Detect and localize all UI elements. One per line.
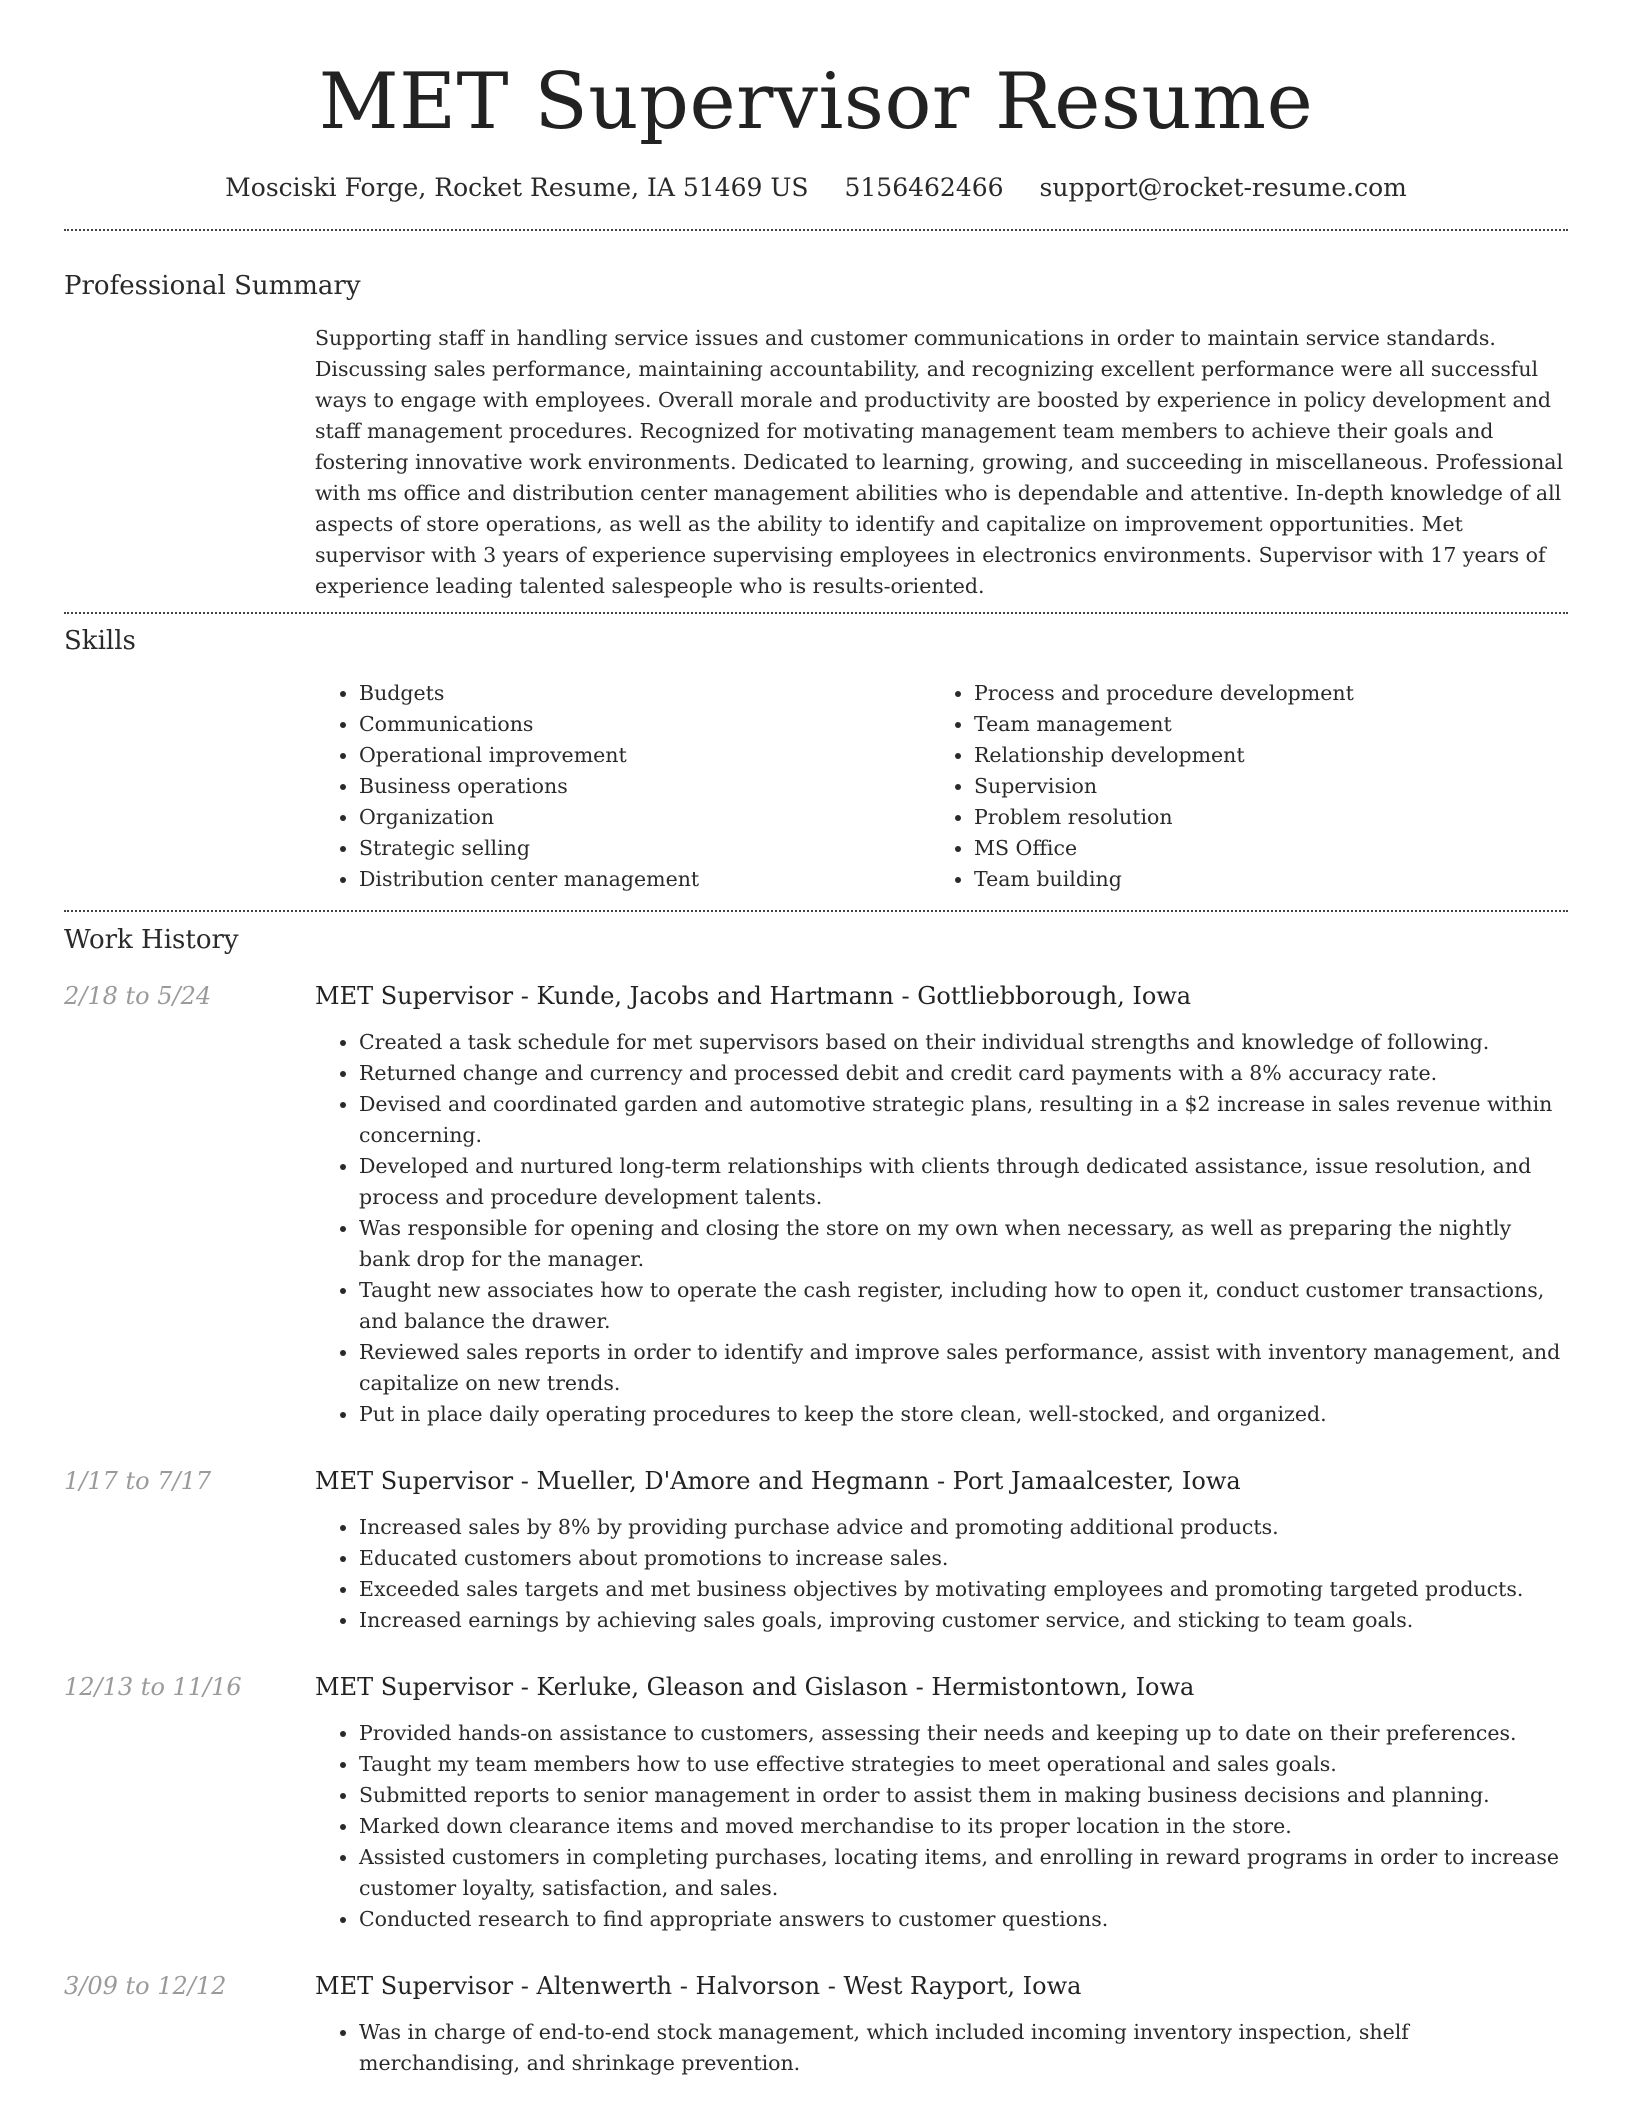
work-history-list [64, 979, 1568, 2079]
contact-address: Mosciski Forge, Rocket Resume, IA 51469 US [225, 173, 809, 202]
job-bullet: • Increased sales by 8% by providing purchase advice and promoting additional products. [359, 1512, 1568, 1543]
job-title: MET Supervisor - Kunde, Jacobs and Hartmann - Gottliebborough, Iowa [315, 982, 1192, 1010]
skill-item: • Problem resolution [974, 802, 1545, 833]
job-bullet: • Devised and coordinated garden and automotive strategic plans, resulting in a $2 increase in sales revenue within concerning. [359, 1089, 1568, 1151]
job-bullet: • Taught new associates how to operate the cash register, including how to open it, conduct customer transactions, and balance the drawer. [359, 1275, 1568, 1337]
job-bullet: • Conducted research to find appropriate answers to customer questions. [359, 1904, 1568, 1935]
job-bullet-list [315, 1512, 1568, 1636]
job-bullet: • Reviewed sales reports in order to identify and improve sales performance, assist with inventory management, and capitalize on new trends. [359, 1337, 1568, 1399]
job-header [64, 1670, 1568, 1704]
section-divider [64, 229, 1568, 231]
job-entry [64, 1670, 1568, 1935]
job-entry [64, 979, 1568, 1430]
skill-item: • Relationship development [974, 740, 1545, 771]
skill-item: • Strategic selling [359, 833, 930, 864]
skill-item: • Supervision [974, 771, 1545, 802]
job-title: MET Supervisor - Kerluke, Gleason and Gislason - Hermistontown, Iowa [315, 1673, 1195, 1701]
skill-item: • Business operations [359, 771, 930, 802]
job-header [64, 1969, 1568, 2003]
summary-text: Supporting staff in handling service issues and customer communications in order to maintain service standards. Discussing sales performance, maintaining accountability, and recognizing excellent performance were all successful ways to engage with employees. Overall morale and productivity are boosted by experience in policy development and staff management procedures. Recognized for motivating management team members to achieve their goals and fostering innovative work environments. Dedicated to learning, growing, and succeeding in miscellaneous. Professional with ms office and distribution center management abilities who is dependable and attentive. In-depth knowledge of all aspects of store operations, as well as the ability to identify and capitalize on improvement opportunities. Met supervisor with 3 years of experience supervising employees in electronics environments. Supervisor with 17 years of experience leading talented salespeople who is results-oriented. [315, 326, 1564, 598]
job-bullet-list [315, 2017, 1568, 2079]
skill-item: • Team building [974, 864, 1545, 895]
section-divider [64, 612, 1568, 614]
skill-item: • Team management [974, 709, 1545, 740]
job-dates: 12/13 to 11/16 [64, 1673, 242, 1701]
contact-phone: 5156462466 [844, 173, 1004, 202]
skill-item: • Operational improvement [359, 740, 930, 771]
job-bullet: • Educated customers about promotions to increase sales. [359, 1543, 1568, 1574]
skills-heading: Skills [64, 626, 136, 656]
job-header [64, 979, 1568, 1013]
resume-title: MET Supervisor Resume [318, 57, 1314, 147]
job-bullet: • Was responsible for opening and closing the store on my own when necessary, as well as preparing the nightly bank drop for the manager. [359, 1213, 1568, 1275]
skills-left-list [315, 678, 930, 895]
job-dates: 3/09 to 12/12 [64, 1972, 227, 2000]
job-bullet-list [315, 1027, 1568, 1430]
job-bullet: • Taught my team members how to use effective strategies to meet operational and sales goals. [359, 1749, 1568, 1780]
job-bullet: • Developed and nurtured long-term relationships with clients through dedicated assistance, issue resolution, and process and procedure development talents. [359, 1151, 1568, 1213]
summary-heading: Professional Summary [64, 271, 361, 301]
job-title: MET Supervisor - Mueller, D'Amore and Hegmann - Port Jamaalcester, Iowa [315, 1467, 1241, 1495]
skill-item: • MS Office [974, 833, 1545, 864]
job-bullet: • Created a task schedule for met supervisors based on their individual strengths and knowledge of following. [359, 1027, 1568, 1058]
job-bullet: • Returned change and currency and processed debit and credit card payments with a 8% accuracy rate. [359, 1058, 1568, 1089]
job-bullet: • Was in charge of end-to-end stock management, which included incoming inventory inspection, shelf merchandising, and shrinkage prevention. [359, 2017, 1568, 2079]
job-dates: 2/18 to 5/24 [64, 982, 212, 1010]
job-entry [64, 1969, 1568, 2079]
work-heading: Work History [64, 925, 239, 955]
skills-list [315, 678, 1568, 895]
job-title: MET Supervisor - Altenwerth - Halvorson - West Rayport, Iowa [315, 1972, 1082, 2000]
skill-item: • Distribution center management [359, 864, 930, 895]
contact-email: support@rocket-resume.com [1039, 173, 1407, 202]
skill-item: • Process and procedure development [974, 678, 1545, 709]
skill-item: • Budgets [359, 678, 930, 709]
job-bullet: • Provided hands-on assistance to customers, assessing their needs and keeping up to date on their preferences. [359, 1718, 1568, 1749]
job-entry [64, 1464, 1568, 1636]
job-bullet: • Increased earnings by achieving sales goals, improving customer service, and sticking to team goals. [359, 1605, 1568, 1636]
skills-right-list [930, 678, 1545, 895]
section-divider [64, 910, 1568, 912]
contact-line [64, 170, 1568, 206]
skill-item: • Organization [359, 802, 930, 833]
resume-page [64, 0, 1568, 2079]
skills-column-right [930, 678, 1545, 895]
job-bullet: • Assisted customers in completing purchases, locating items, and enrolling in reward programs in order to increase customer loyalty, satisfaction, and sales. [359, 1842, 1568, 1904]
skills-column-left [315, 678, 930, 895]
job-bullet: • Marked down clearance items and moved merchandise to its proper location in the store. [359, 1811, 1568, 1842]
job-header [64, 1464, 1568, 1498]
job-bullet: • Submitted reports to senior management in order to assist them in making business decisions and planning. [359, 1780, 1568, 1811]
job-bullet: • Exceeded sales targets and met business objectives by motivating employees and promoting targeted products. [359, 1574, 1568, 1605]
skill-item: • Communications [359, 709, 930, 740]
job-bullet: • Put in place daily operating procedures to keep the store clean, well-stocked, and organized. [359, 1399, 1568, 1430]
job-bullet-list [315, 1718, 1568, 1935]
job-dates: 1/17 to 7/17 [64, 1467, 212, 1495]
